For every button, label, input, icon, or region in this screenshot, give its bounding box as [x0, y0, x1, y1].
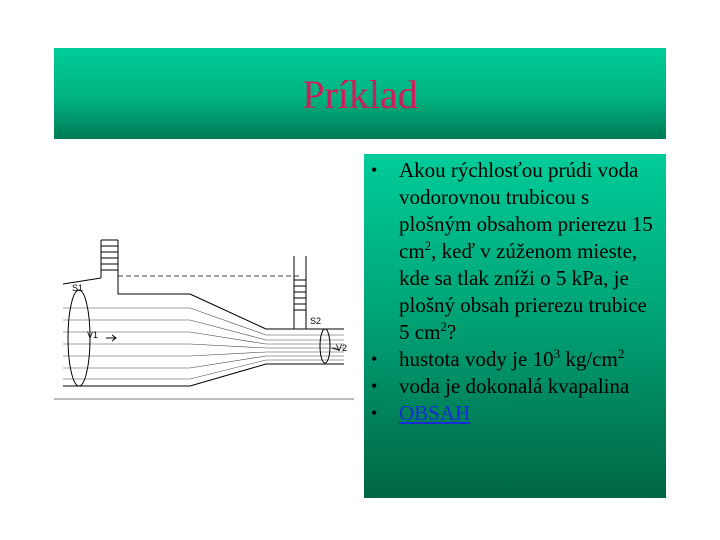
- bullet-ideal-fluid: • voda je dokonalá kvapalina: [371, 374, 630, 398]
- bullet-contents-link: [364, 400, 664, 427]
- bullet-dot: •: [371, 376, 378, 396]
- bullet-list: [364, 154, 664, 427]
- label-s1: S1: [72, 283, 84, 293]
- venturi-diagram: [54, 234, 354, 404]
- bullet-dot: •: [371, 160, 378, 180]
- bullet-question: • Akou rýchlosťou prúdi voda vodorovnou trubicou s plošným obsahom prierezu 15 $cm^2$, keď v zúženom mieste, kde sa tlak zníži o 5 kPa, je plošný obsah prierezu trubice 5 $cm^2$?: [371, 158, 653, 344]
- bullet-dot: •: [371, 403, 378, 423]
- slide-title: Príklad: [302, 72, 418, 117]
- label-v2: V2: [336, 343, 348, 353]
- bullet-density: • hustota vody je $10^3$ $kg/cm^2$: [371, 346, 625, 371]
- bullet-dot: •: [371, 349, 378, 369]
- label-v1: V1: [87, 330, 99, 340]
- label-s2: S2: [310, 316, 322, 326]
- contents-link[interactable]: OBSAH: [399, 401, 471, 425]
